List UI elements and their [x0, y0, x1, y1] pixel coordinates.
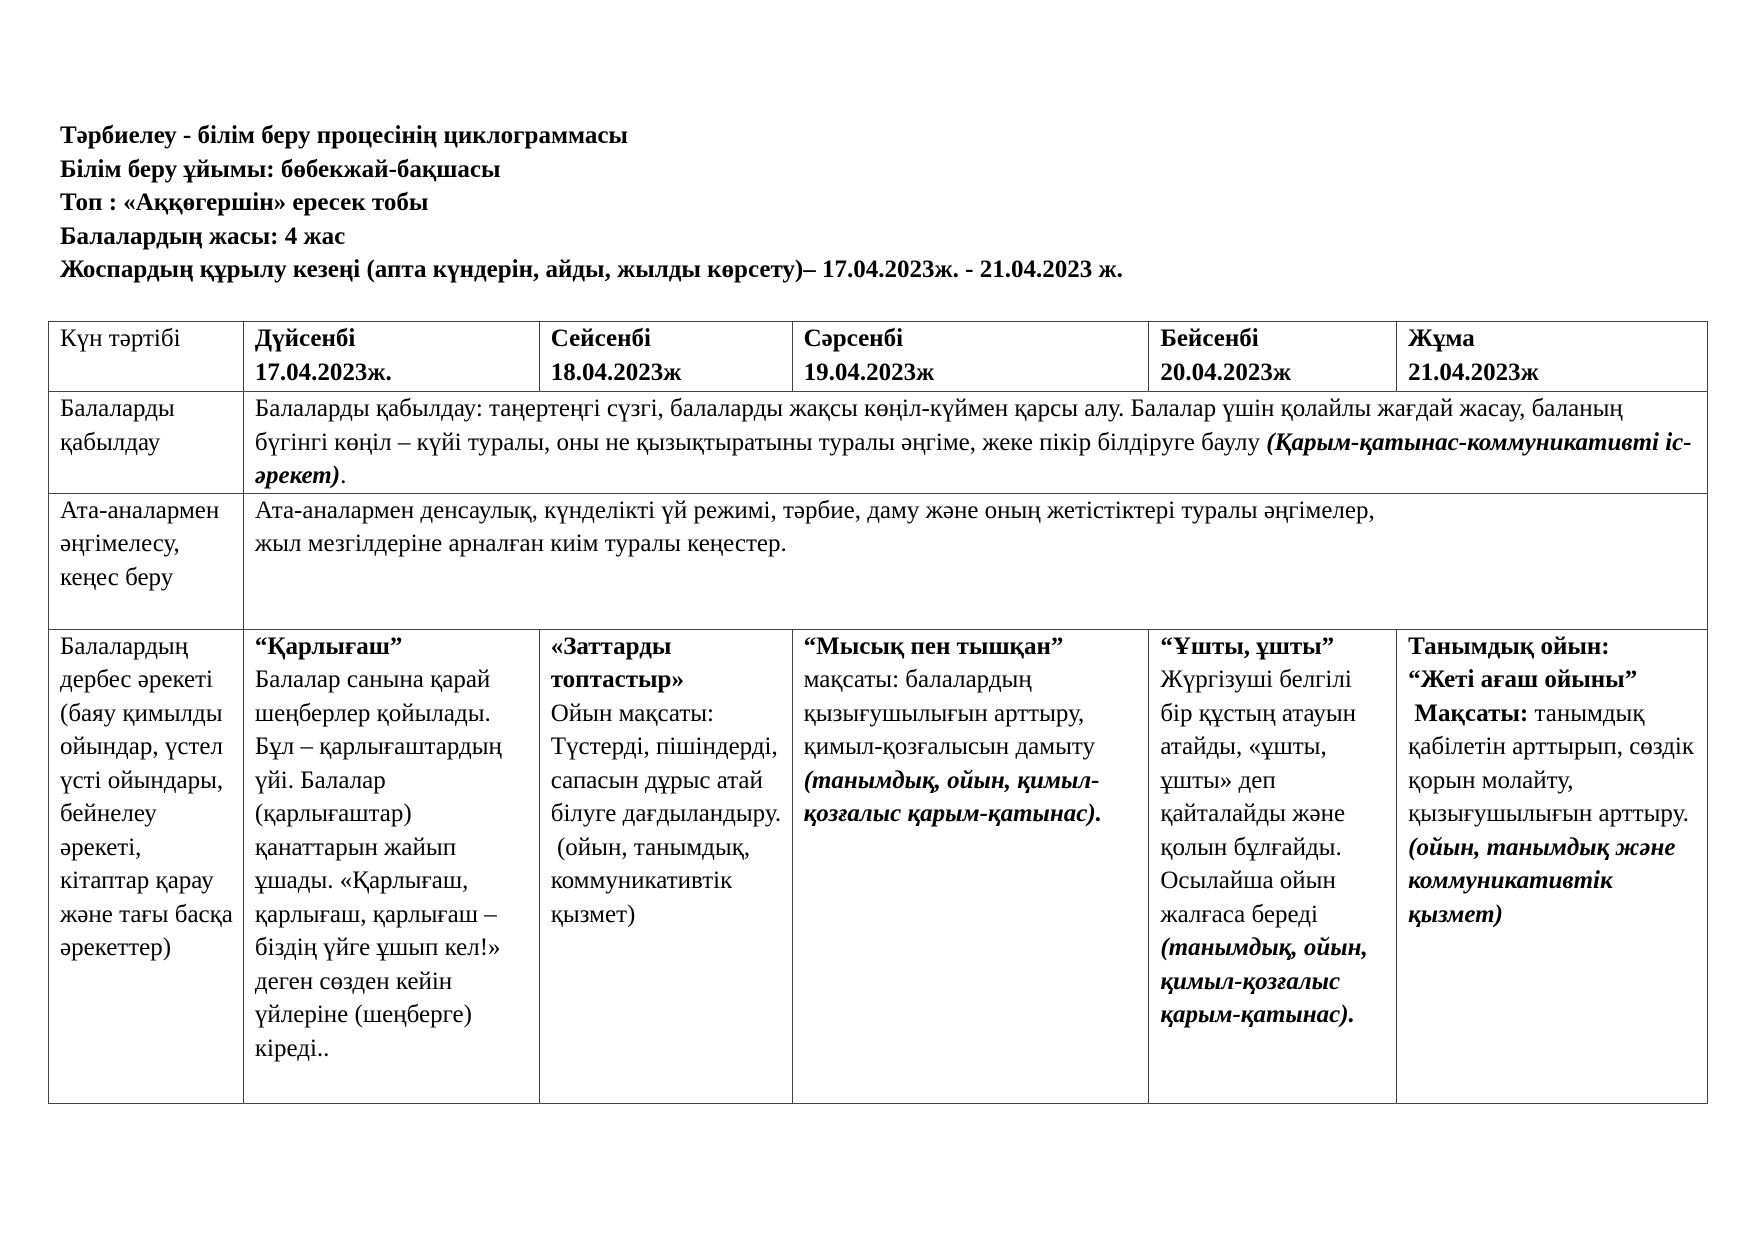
game-activity-type: (танымдық, ойын, қимыл- қозғалыс қарым-қатынас).: [803, 766, 1102, 827]
table-row-activities: [49, 629, 1708, 1103]
row-label: Ата-аналармен әңгімелесу, кеңес беру: [49, 493, 244, 629]
day-date: 18.04.2023ж: [550, 358, 682, 386]
game-title: Танымдық ойын:: [1408, 632, 1610, 660]
game-description: Ойын мақсаты: Түстерді, пішіндерді, сапасын дұрыс атай білуге дағдыландыру.: [550, 699, 782, 827]
game-title: “Ұшты, ұшты”: [1160, 632, 1335, 660]
game-activity-type: (танымдық, ойын, қимыл-қозғалыс қарым-қатынас).: [1160, 934, 1368, 1028]
day-date: 21.04.2023ж: [1408, 358, 1539, 386]
activity-fri: [1397, 629, 1708, 1103]
day-name: Сейсенбі: [550, 325, 651, 352]
game-title: “Қарлығаш”: [254, 632, 403, 660]
game-title: “Жеті ағаш ойыны”: [1408, 666, 1638, 693]
reception-activity-type: (Қарым-қатынас-коммуникативті іс-әрекет): [254, 428, 1692, 489]
game-description: Балалар санына қарай шеңберлер қойылады. Бұл – қарлығаштардың үйі. Балалар (қарлығаштар) қанаттарын жайып ұшады. «Қарлығаш, қарлығаш, қарлығаш – біздің үйге ұшып кел!» деген сөзден кейін үйлеріне (шеңберге) кіреді..: [254, 666, 502, 1062]
document-header: [60, 119, 1123, 287]
schedule-table: [48, 321, 1708, 1104]
parents-text-line: Ата-аналармен денсаулық, күнделікті үй режимі, тәрбие, даму және оның жетістіктері туралы әңгімелер,: [254, 496, 1375, 524]
game-activity-type: (ойын, танымдық, коммуникативтік қызмет): [550, 833, 757, 928]
header-period: Жоспардың құрылу кезеңі (апта күндерін, айды, жылды көрсету)– 17.04.2023ж. - 21.04.2023 ж.: [60, 256, 1123, 283]
header-group: Топ : «Аққөгершін» ересек тобы: [60, 189, 429, 216]
day-name: Бейсенбі: [1160, 325, 1259, 352]
game-description: мақсаты: балалардың қызығушылығын арттыру, қимыл-қозғалысын дамыту: [803, 666, 1095, 760]
activity-mon: [243, 629, 539, 1103]
parents-text-cell: [243, 493, 1707, 629]
header-organization: Білім беру ұйымы: бөбекжай-бақшасы: [60, 155, 501, 183]
header-age: Балалардың жасы: 4 жас: [60, 222, 346, 250]
day-header-wed: [792, 322, 1149, 392]
activity-wed: [792, 629, 1149, 1103]
game-title: «Заттарды топтастыр»: [550, 632, 684, 693]
row-label: Балалардың дербес әрекеті (баяу қимылды ойындар, үстел үсті ойындары, бейнелеу әрекеті, кітаптар қарау және тағы басқа әрекеттер): [49, 629, 244, 1103]
goal-label: Мақсаты:: [1408, 699, 1529, 727]
game-activity-type: (ойын, танымдық және коммуникативтік қызмет): [1408, 833, 1676, 928]
day-header-mon: [243, 322, 539, 392]
table-row-reception: [49, 392, 1708, 494]
day-date: 20.04.2023ж: [1160, 358, 1291, 386]
row-label: Балаларды қабылдау: [49, 392, 244, 494]
activity-tue: [539, 629, 792, 1103]
day-name: Сәрсенбі: [803, 325, 904, 352]
day-name: Дүйсенбі: [254, 325, 356, 352]
header-title: Тәрбиелеу - білім беру процесінің циклограммасы: [60, 122, 628, 149]
day-header-fri: [1397, 322, 1708, 392]
game-description: [1408, 697, 1697, 831]
corner-cell: Күн тәртібі: [49, 322, 244, 392]
reception-text: Балаларды қабылдау: таңертеңгі сүзгі, балаларды жақсы көңіл-күймен қарсы алу. Балалар үшін қолайлы жағдай жасау, баланың бүгінгі көңіл – күйі туралы, оны не қызықтыратыны туралы әңгіме, жеке пікір білдіруге баулу: [254, 395, 1623, 456]
goal-text: танымдық қабілетін арттырып, сөздік қорын молайту, қызығушылығын арттыру.: [1408, 699, 1695, 827]
game-title: “Мысық пен тышқан”: [803, 632, 1064, 660]
activity-thu: [1149, 629, 1397, 1103]
day-date: 17.04.2023ж.: [254, 358, 392, 386]
table-row-parents: [49, 493, 1708, 629]
day-name: Жұма: [1408, 325, 1475, 352]
day-header-thu: [1149, 322, 1397, 392]
table-header-row: [49, 322, 1708, 392]
reception-text-cell: Балаларды қабылдау: таңертеңгі сүзгі, балаларды жақсы көңіл-күймен қарсы алу. Балалар үшін қолайлы жағдай жасау, баланың бүгінгі көңіл – күйі туралы, оны не қызықтыратыны туралы әңгіме, жеке пікір білдіруге баулу (Қарым-қатынас-коммуникативті іс-әрекет).: [243, 392, 1707, 494]
parents-text-line: жыл мезгілдеріне арналған киім туралы кеңестер.: [254, 530, 787, 557]
game-description: Жүргізуші белгілі бір құстың атауын атайды, «ұшты, ұшты» деп қайталайды және қолын бұлғайды. Осылайша ойын жалғаса береді: [1160, 666, 1357, 928]
day-date: 19.04.2023ж: [803, 358, 935, 386]
day-header-tue: [539, 322, 792, 392]
